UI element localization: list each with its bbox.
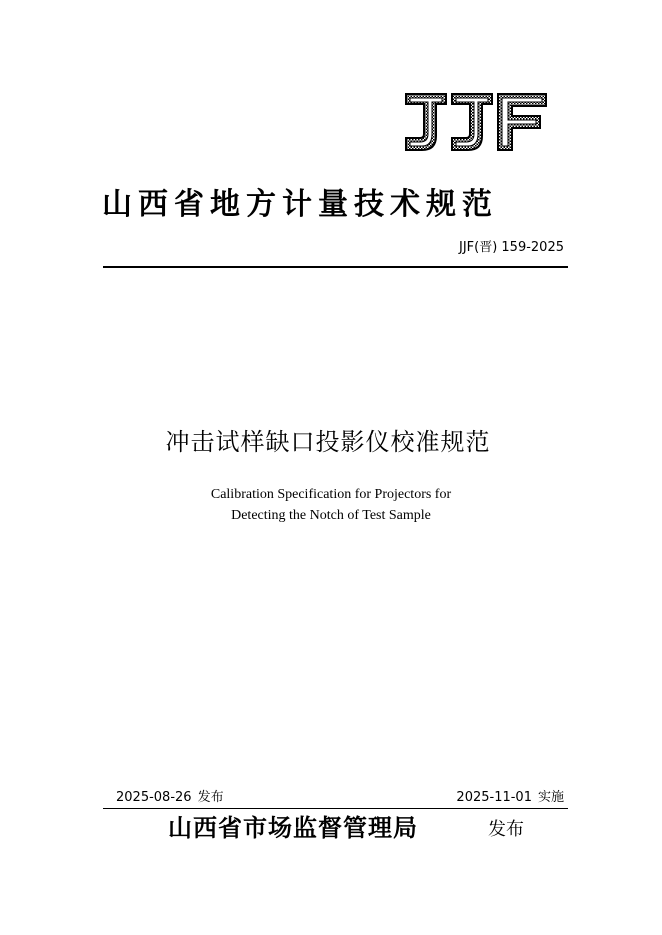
issue-date-block [116,789,224,807]
jjf-logo-graphic [400,88,550,158]
logo-letter-j1 [406,94,446,150]
document-code: JJF(晋) 159-2025 [458,240,564,255]
issuer-action-label: 发布 [488,819,524,840]
series-title: 山西省地方计量技术规范 [102,187,498,222]
issuing-authority: 山西省市场监督管理局 [168,813,418,842]
top-divider [103,266,568,268]
logo-letter-j2 [452,94,492,150]
logo-letter-f [498,94,546,150]
english-title-line-1: Calibration Specification for Projectors for [210,487,452,502]
implementation-date: 2025-11-01 [456,790,532,805]
implementation-date-block [456,789,564,807]
document-title-english [0,484,662,526]
issue-label: 发布 [197,790,224,805]
document-title-chinese: 冲击试样缺口投影仪校准规范 [165,428,491,456]
jjf-logo [400,88,550,158]
english-title-line-2: Detecting the Notch of Test Sample [231,508,431,523]
issue-date: 2025-08-26 [116,790,192,805]
implementation-label: 实施 [537,790,564,805]
bottom-divider [103,808,568,809]
